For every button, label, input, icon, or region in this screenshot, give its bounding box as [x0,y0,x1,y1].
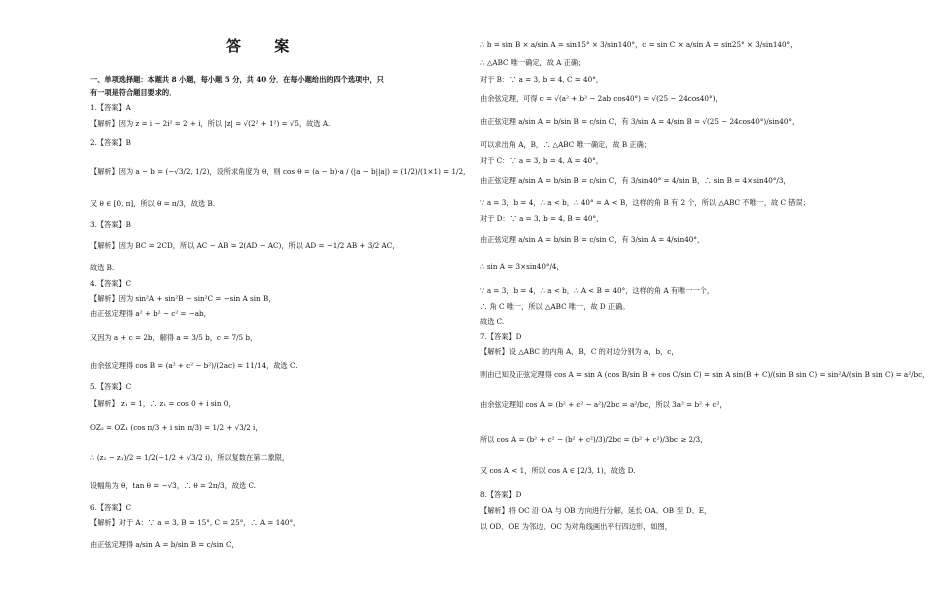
q8-explanation-cont: 以 OD、OE 为邻边、OC 为对角线画出平行四边形，如图， [480,522,672,531]
q6-line: 可以求出角 A，B，∴ △ABC 唯一确定，故 B 正确； [480,140,651,149]
q4-answer: 4.【答案】C [90,279,132,288]
q4-explanation: 【解析】因为 sin²A + sin²B − sin²C = −sin A sin B， [90,294,276,303]
q6-line: ∵ a = 3，b = 4，∴ a < b，∴ A < B = 40°，这样的角 A 有唯一一个， [480,286,715,295]
q6-line: ∴ b = sin B × a/sin A = sin15° × 3/sin140°，c = sin C × a/sin A = sin25° × 3/sin140°， [480,40,798,49]
q6-line: ∴ 角 C 唯一，所以 △ABC 唯一，故 D 正确。 [480,302,630,311]
q2-explanation: 【解析】因为 a − b = (−√3/2, 1/2)，设所求角度为 θ，则 cos θ = (a − b)·a / (|a − b||a|) = (1/2)/(1×1) = 1/2， [90,167,471,176]
q5-explanation-cont: ∴ (z₂ − z₁)/2 = 1/2(−1/2 + √3/2 i)，所以复数在第二象限， [90,453,290,462]
q7-answer: 7.【答案】D [480,332,522,341]
q4-explanation-cont: 又因为 a + c = 2b，解得 a = 3/5 b，c = 7/5 b， [90,333,258,342]
q5-explanation-cont: 设幅角为 θ，tan θ = −√3，∴ θ = 2π/3，故选 C. [90,481,256,490]
q6-explanation: 【解析】对于 A：∵ a = 3, B = 15°, C = 25°，∴ A = 140°， [90,518,301,527]
q7-explanation-cont: 所以 cos A = (b² + c² − (b² + c²)/3)/2bc = (b² + c²)/3bc ≥ 2/3， [480,435,708,444]
q3-explanation: 【解析】因为 BC = 2CD，所以 AC − AB = 2(AD − AC)，所以 AD = −1/2 AB + 3/2 AC， [90,241,400,250]
q6-conclusion: 故选 C. [480,317,505,326]
q5-explanation-cont: OZ₂ = OZ₁ (cos π/3 + i sin π/3) = 1/2 + √3/2 i， [90,423,263,432]
q6-line: 对于 B：∵ a = 3, b = 4, C = 40°， [480,75,603,84]
q6-line: ∴ sin A = 3×sin40°/4， [480,262,564,271]
q5-answer: 5.【答案】C [90,382,132,391]
q3-answer: 3.【答案】B [90,220,131,229]
q6-line: 对于 D：∵ a = 3, b = 4, B = 40°， [480,214,604,223]
section-heading: 一、单项选择题：本题共 8 小题，每小题 5 分，共 40 分．在每小题给出的四个选项中，只 [90,75,384,84]
q6-answer: 6.【答案】C [90,503,132,512]
q6-line: 由正弦定理 a/sin A = b/sin B = c/sin C，有 3/sin40° = 4/sin B，∴ sin B = 4×sin40°/3， [480,176,791,185]
q2-explanation-cont: 又 θ ∈ [0, π]，所以 θ = π/3，故选 B. [90,199,216,208]
q6-line: ∴ △ABC 唯一确定，故 A 正确； [480,58,586,67]
q2-answer: 2.【答案】B [90,138,131,147]
q8-answer: 8.【答案】D [480,490,522,499]
q7-explanation: 【解析】设 △ABC 的内角 A，B，C 的对边分别为 a，b，c， [480,347,679,356]
q4-explanation-cont: 由正弦定理得 a² + b² − c² = −ab， [90,309,211,318]
section-heading-cont: 有一项是符合题目要求的． [90,88,177,97]
q8-explanation: 【解析】将 OC 沿 OA 与 OB 方向进行分解，延长 OA、OB 至 D、E， [480,506,712,515]
q1-answer: 1.【答案】A [90,103,131,112]
q4-explanation-cont: 由余弦定理得 cos B = (a² + c² − b²)/(2ac) = 11/14，故选 C. [90,361,298,370]
q6-line: 对于 C：∵ a = 3, b = 4, A = 40°， [480,156,603,165]
q6-explanation-cont: 由正弦定理得 a/sin A = b/sin B = c/sin C， [90,540,239,549]
q1-explanation: 【解析】因为 z = i − 2i² = 2 + i，所以 |z| = √(2² + 1²) = √5，故选 A. [90,119,331,128]
q7-explanation-cont: 又 cos A < 1，所以 cos A ∈ [2/3, 1)，故选 D. [480,466,636,475]
page-title: 答 案 [226,37,304,55]
q6-line: 由余弦定理，可得 c = √(a² + b² − 2ab cos40°) = √(25 − 24cos40°)， [480,94,723,103]
q6-line: 由正弦定理 a/sin A = b/sin B = c/sin C，有 3/sin A = 4/sin40°， [480,235,705,244]
q6-line: ∵ a = 3，b = 4，∴ a < b，∴ 40° = A < B，这样的角 B 有 2 个，所以 △ABC 不唯一，故 C 错误； [480,198,810,207]
q7-explanation-cont: 则由已知及正弦定理得 cos A = sin A (cos B/sin B + cos C/sin C) = sin A sin(B + C)/(sin B sin C) = sin²A/(sin B sin C) = a²/bc， [480,370,929,379]
q7-explanation-cont: 由余弦定理知 cos A = (b² + c² − a²)/2bc = a²/bc，所以 3a² = b² + c²， [480,400,727,409]
q3-conclusion: 故选 B. [90,263,115,272]
q5-explanation: 【解析】 z₁ = 1，∴ z₁ = cos 0 + i sin 0， [90,399,236,408]
q6-line: 由正弦定理 a/sin A = b/sin B = c/sin C，有 3/sin A = 4/sin B = √(25 − 24cos40°)/sin40°， [480,117,800,126]
